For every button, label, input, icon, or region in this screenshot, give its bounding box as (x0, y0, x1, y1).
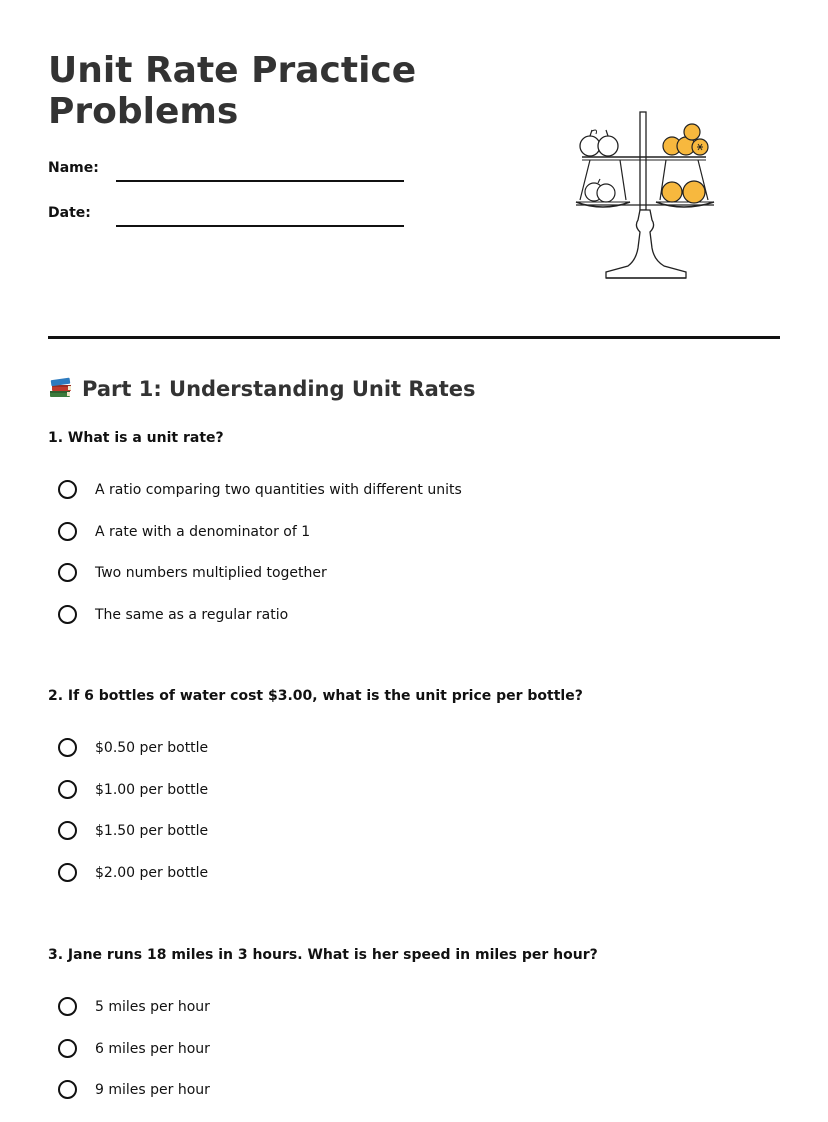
option-label: $1.00 per bottle (95, 781, 209, 798)
radio-button[interactable] (58, 605, 77, 624)
radio-button[interactable] (58, 821, 77, 840)
option-label: 9 miles per hour (95, 1082, 210, 1098)
option-label: $1.50 per bottle (95, 823, 209, 839)
option-label: $2.00 per bottle (95, 864, 209, 881)
question-3 (48, 945, 788, 1098)
option-label: A ratio comparing two quantities with different units (95, 482, 462, 498)
radio-button[interactable] (58, 863, 77, 882)
question-text: 3. Jane runs 18 miles in 3 hours. What is her speed in miles per hour? (48, 947, 598, 963)
question-2 (48, 686, 788, 881)
name-input-line[interactable] (116, 180, 404, 182)
option-label: $0.50 per bottle (95, 740, 209, 756)
section-title-text: Part 1: Understanding Unit Rates (82, 377, 476, 401)
date-field (48, 205, 408, 229)
option-label: 6 miles per hour (95, 1040, 210, 1057)
radio-button[interactable] (58, 1039, 77, 1058)
radio-button[interactable] (58, 480, 77, 499)
section-title (48, 374, 476, 404)
radio-button[interactable] (58, 780, 77, 799)
question-text: 1. What is a unit rate? (48, 430, 224, 446)
option-label: 5 miles per hour (95, 999, 210, 1015)
date-input-line[interactable] (116, 225, 404, 227)
question-text: 2. If 6 bottles of water cost $3.00, what is the unit price per bottle? (48, 688, 583, 704)
option-label: A rate with a denominator of 1 (95, 523, 311, 540)
question-1 (48, 428, 788, 623)
radio-button[interactable] (58, 997, 77, 1016)
balance-scale-with-fruit-icon (568, 108, 720, 286)
radio-button[interactable] (58, 563, 77, 582)
radio-button[interactable] (58, 738, 77, 757)
name-field (48, 160, 408, 184)
radio-button[interactable] (58, 1080, 77, 1099)
option-label: Two numbers multiplied together (95, 565, 327, 581)
page-title: Unit Rate Practice Problems (48, 50, 417, 132)
radio-button[interactable] (58, 522, 77, 541)
header-divider (48, 336, 780, 339)
option-label: The same as a regular ratio (95, 606, 289, 623)
date-label: Date: (48, 205, 91, 221)
name-label: Name: (48, 160, 99, 176)
books-icon (48, 376, 74, 400)
